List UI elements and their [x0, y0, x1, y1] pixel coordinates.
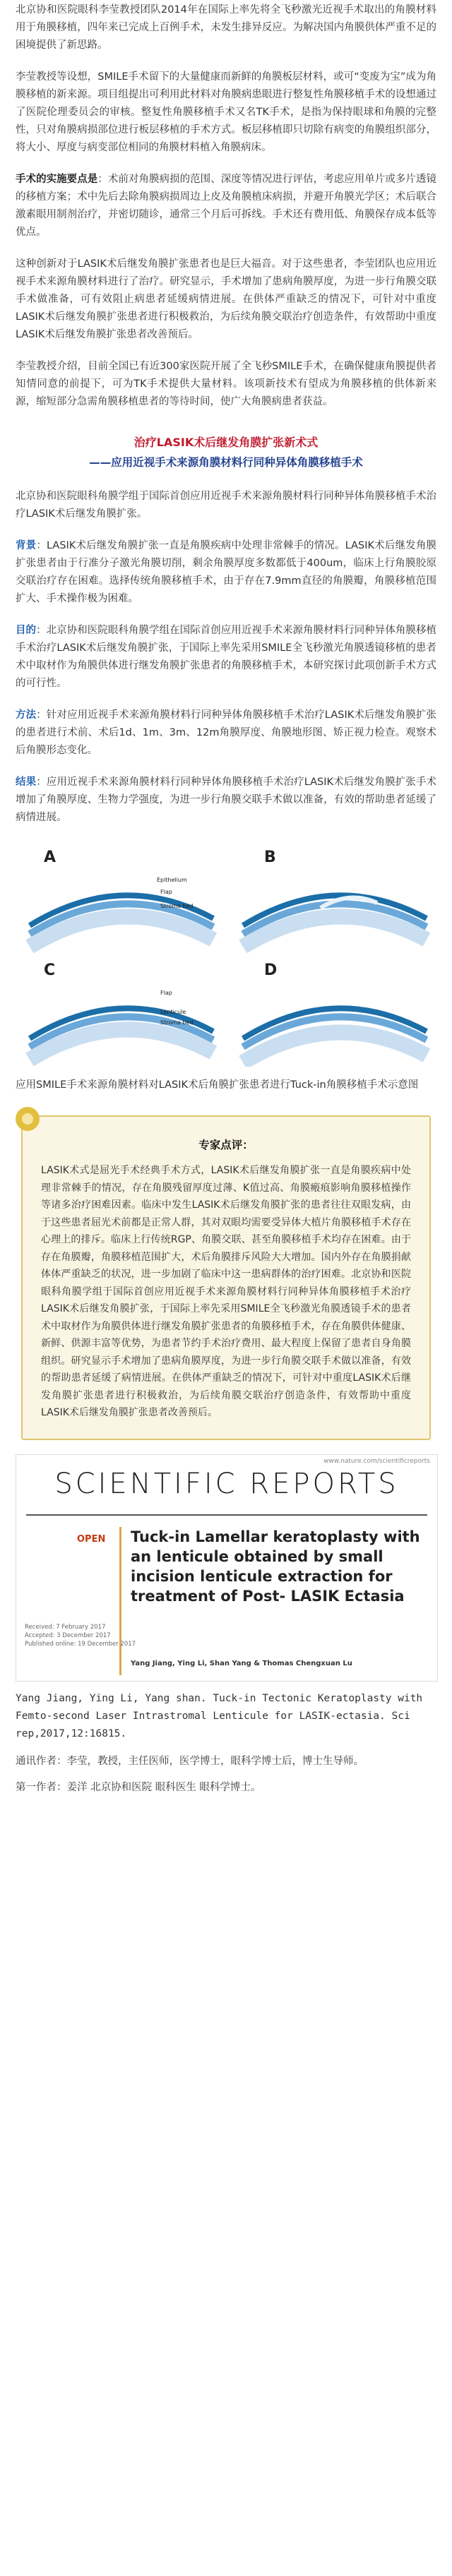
journal-article-header [16, 1454, 438, 1682]
expert-commentary-text: LASIK术式是屈光手术经典手术方式，LASIK术后继发角膜扩张一直是角膜疾病中处理非常棘手的情况，存在角膜残留厚度过薄、K值过高、角膜瘢痕影响角膜移植操作等诸多治疗困难因素。临床中发生LASIK术后继发角膜扩张的患者往往双眼发病，由于这些患者屈光术前都是正常人群，其对双眼均需要受异体大植片角膜移植手术存在心理上的排斥。临床上行传统RGP、角膜交联、甚至角膜移植手术均存在困难。由于存在角膜瓣，角膜移植范围扩大，术后角膜排斥风险大大增加。国内外存在角膜捐献体体严重缺乏的状况，进一步加剧了临床中这一患病群体的治疗困难。北京协和医院眼科角膜学组于国际首创应用近视手术来源角膜材料行同种异体角膜移植手术治疗LASIK术后继发角膜扩张，于国际上率先采用SMILE全飞秒激光角膜透镜手术的患者术中取材作为角膜供体进行继发角膜扩张患者的角膜移植手术，存在角膜供体健康、新鲜、供源丰富等优势，为患者节约手术治疗费用、最大程度上保留了患者自身角膜组织。研究显示手术增加了患病角膜厚度，为进一步行角膜交联手术做以准备，有效的帮助患者延缓了病情进展。在供体严重缺乏的情况下，可针对中重度LASIK术后继发角膜扩张患者进行积极救治，为后续角膜交联治疗创造条件，有效帮助中重度LASIK术后继发角膜扩张患者改善预后。 [41, 1165, 411, 1418]
panel-c-label-stroma: Stroma bed [160, 1019, 194, 1026]
result-text: ：应用近视手术来源角膜材料行同种异体角膜移植手术治疗LASIK术后继发角膜扩张手术增加了角膜厚度、生物力学强度，为进一步行角膜交联手术做以准备，有效的帮助患者延缓了病情进展。 [16, 777, 436, 823]
panel-c-letter: C [44, 961, 56, 979]
body-paragraph-1: 北京协和医院眼科角膜学组于国际首创应用近视手术来源角膜材料行同种异体角膜移植手术治疗LASIK术后继发角膜扩张。 [16, 491, 436, 520]
intro-paragraph-2: 李莹教授等设想，SMILE手术留下的大量健康而新鲜的角膜板层材料，或可“变废为宝”成为角膜移植的新来源。项目组提出可利用此材料对角膜病患眼进行整复性角膜移植手术的设想通过了医院伦理委员会的审核。整复性角膜移植手术又名TK手术，是指为保持眼球和角膜的完整性，只对角膜病损部位进行板层移植的手术方式。板层移植即只切除有病变的角膜组织部分，将大小、厚度与病变部位相同的角膜材料植入角膜病床。 [16, 71, 436, 153]
panel-b-letter: B [264, 849, 276, 866]
pushpin-icon [16, 1107, 40, 1131]
expert-commentary-title: 专家点评： [198, 1139, 254, 1151]
journal-brand: SCIENTIFIC REPORTS [54, 1467, 399, 1500]
panel-d-letter: D [264, 961, 278, 979]
first-author: 第一作者：姜洋 北京协和医院 眼科医生 眼科学博士。 [16, 1781, 261, 1793]
schematic-svg [16, 841, 436, 1067]
title-accent-bar [119, 1527, 121, 1675]
method-label: 方法 [16, 709, 37, 721]
panel-b [243, 849, 427, 947]
background-text: ：LASIK术后继发角膜扩张一直是角膜疾病中处理非常棘手的情况。LASIK术后继发角膜扩张患者由于行准分子激光角膜切削，剩余角膜厚度多数都低于400um，临床上行角膜胶原交联治疗存在困难。选择传统角膜移植手术，由于存在7.9mm直径的角膜瓣，角膜移植范围扩大、手术操作极为困难。 [16, 540, 436, 604]
paper-title: Tuck-in Lamellar keratoplasty with an lenticule obtained by small incision lenticule extraction for treatment of Post- LASIK Ectasia [131, 1528, 420, 1605]
accepted-date: Accepted: 3 December 2017 [25, 1631, 111, 1639]
open-access-label: OPEN [77, 1533, 106, 1545]
key-points-label: 手术的实施要点是 [16, 174, 98, 185]
panel-a-label-stroma: Stroma bed [160, 903, 194, 909]
paper-authors: Yang Jiang, Ying Li, Shan Yang & Thomas Chengxuan Lu [131, 1659, 352, 1667]
citation: Yang Jiang, Ying Li, Yang shan. Tuck-in Tectonic Keratoplasty with Femto-second Laser Intrastromal Lenticule for LASIK-ectasia. Sci rep,2017,12:16815. [16, 1692, 423, 1739]
panel-a-letter: A [44, 849, 56, 866]
corresponding-author: 通讯作者：李莹，教授，主任医师，医学博士，眼科学博士后，博士生导师。 [16, 1755, 364, 1767]
result-paragraph [16, 774, 436, 827]
panel-c [30, 961, 213, 1060]
section-subtitle: ——应用近视手术来源角膜材料行同种异体角膜移植手术 [89, 456, 363, 469]
aim-text: ：北京协和医院眼科角膜学组在国际首创应用近视手术来源角膜材料行同种异体角膜移植手术治疗LASIK术后继发角膜扩张，于国际上率先采用SMILE全飞秒激光角膜透镜移植的患者术中取材作为角膜供体进行继发角膜扩张患者的角膜移植手术，本研究探讨此项创新手术方式的可行性。 [16, 625, 436, 689]
background-paragraph [16, 537, 436, 608]
intro-paragraph-3 [16, 171, 436, 241]
paper-dates [25, 1623, 136, 1648]
aim-paragraph [16, 622, 436, 693]
journal-divider [26, 1514, 427, 1516]
panel-d-stroma [243, 1032, 427, 1062]
panel-c-label-lenticule: Lenticule [160, 1009, 186, 1015]
intro-paragraph-1: 北京协和医院眼科李莹教授团队2014年在国际上率先将全飞秒激光近视手术取出的角膜材料用于角膜移植，四年来已完成上百例手术，未发生排异反应。为解决国内角膜供体严重不足的困境提供了新思路。 [16, 4, 436, 51]
method-text: ：针对应用近视手术来源角膜材料行同种异体角膜移植手术治疗LASIK术后继发角膜扩张的患者进行术前、术后1d、1m、3m、12m角膜厚度、角膜地形图、矫正视力检查。观察术后角膜形态变化。 [16, 709, 436, 756]
panel-a-label-epithelium: Epithelium [157, 877, 187, 883]
expert-commentary-box [21, 1115, 431, 1440]
figure-caption: 应用SMILE手术来源角膜材料对LASIK术后角膜扩张患者进行Tuck-in角膜移植手术示意图 [16, 1079, 419, 1091]
intro-paragraph-4: 这种创新对于LASIK术后继发角膜扩张患者也是巨大福音。对于这些患者，李莹团队也应用近视手术来源角膜材料进行了治疗。研究显示，手术增加了患病角膜厚度，为进一步行角膜交联手术做准备，可有效阻止病患者延缓病情进展。在供体严重缺乏的情况下，可针对中重度LASIK术后继发角膜扩张患者进行积极救治，为后续角膜交联治疗创造条件，有效帮助中重度LASIK术后继发角膜扩张患者改善预后。 [16, 258, 436, 340]
key-points-text: ：术前对角膜病损的范围、深度等情况进行评估，考虑应用单片或多片透镜的移植方案；术中先后去除角膜病损周边上皮及角膜植床病损，并避开角膜光学区；术后联合激素眼用制剂治疗，并密切随诊，通常三个月后可拆线。手术还有费用低、角膜保存成本低等优点。 [16, 174, 437, 238]
section-title: 治疗LASIK术后继发角膜扩张新术式 [133, 436, 319, 449]
aim-label: 目的 [16, 625, 37, 636]
panel-a [30, 849, 213, 947]
background-label: 背景 [16, 540, 37, 551]
intro-paragraph-5: 李莹教授介绍，目前全国已有近300家医院开展了全飞秒SMILE手术，在确保健康角膜提供者知情同意的前提下，可为TK手术提供大量材料。该项新技术有望成为角膜移植的供体新来源，缩短部分急需角膜移植患者的等待时间，使广大角膜病患者获益。 [16, 361, 436, 407]
published-date: Published online: 19 December 2017 [25, 1640, 136, 1648]
article [0, 1, 452, 1797]
journal-url: www.nature.com/scientificreports [323, 1457, 430, 1465]
method-paragraph [16, 707, 436, 760]
panel-d [243, 961, 427, 1062]
received-date: Received: 7 February 2017 [25, 1623, 106, 1631]
panel-a-label-flap: Flap [160, 889, 172, 895]
panel-c-label-flap: Flap [160, 990, 172, 996]
result-label: 结果 [16, 777, 37, 788]
surgery-schematic-figure [16, 841, 436, 1067]
